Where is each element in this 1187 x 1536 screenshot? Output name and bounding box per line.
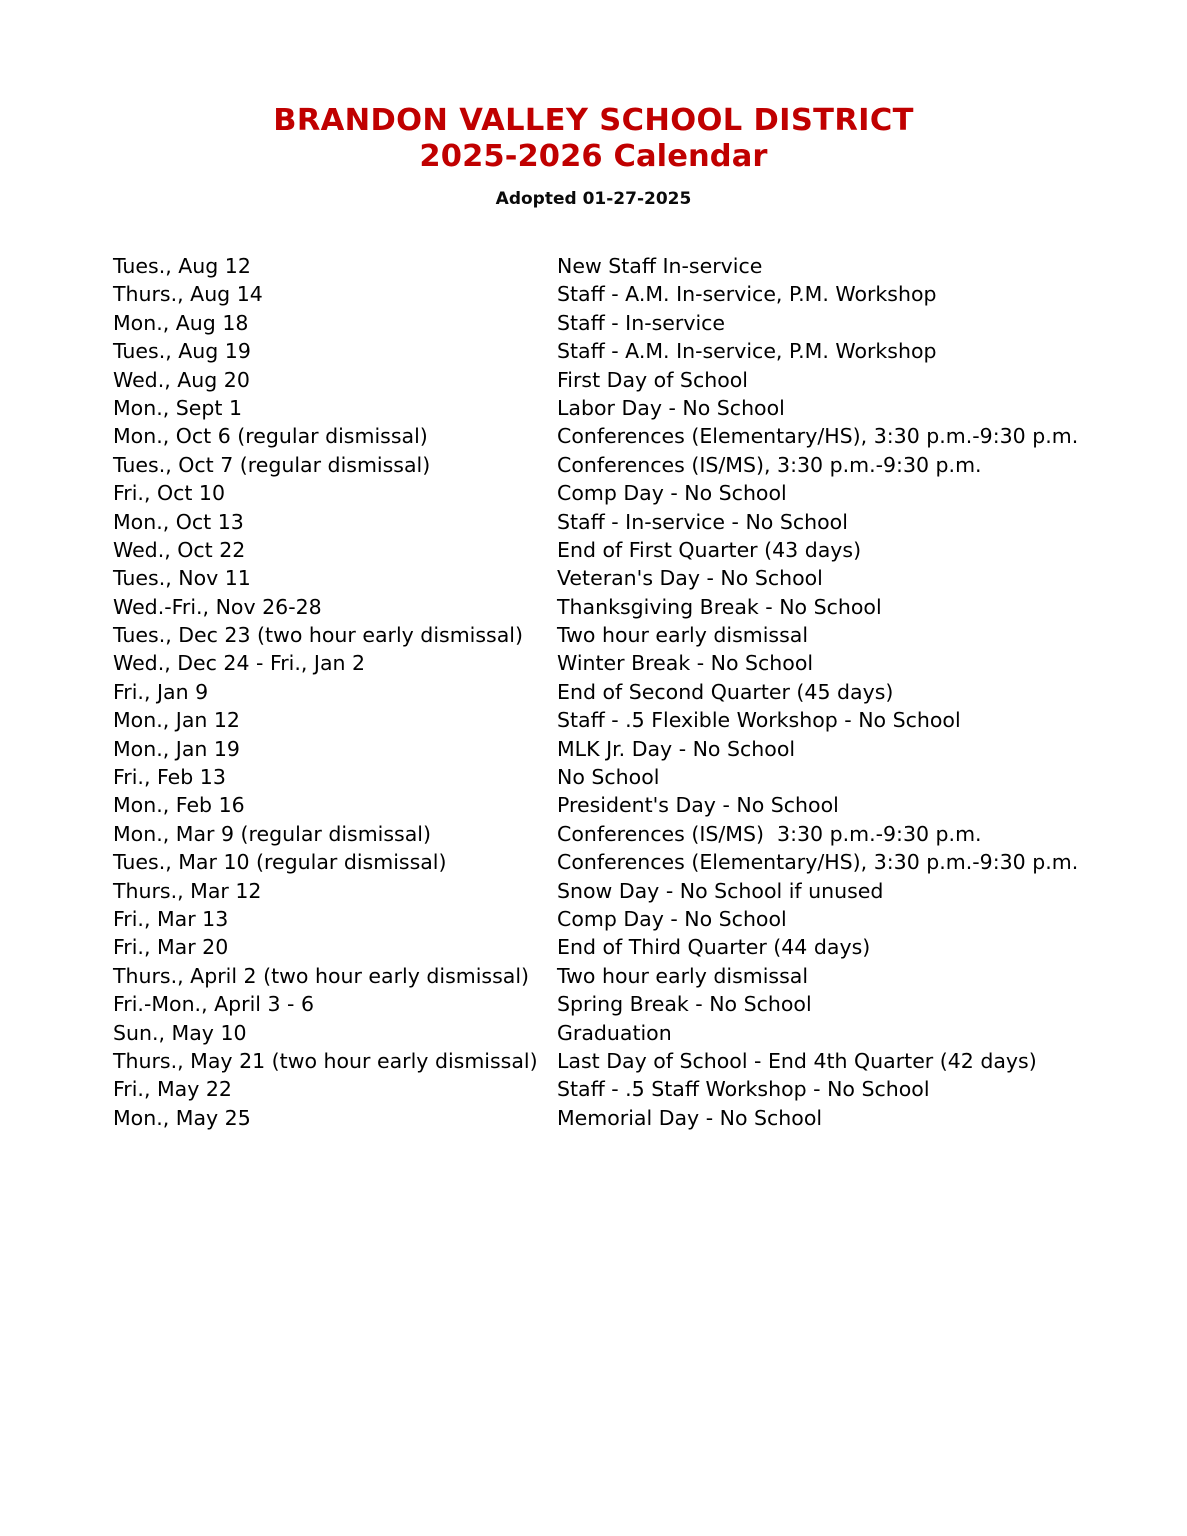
calendar-row-date: Mon., May 25 <box>113 1105 251 1130</box>
calendar-row-date: Fri., Jan 9 <box>113 679 209 704</box>
calendar-row-date: Mon., Aug 18 <box>113 310 249 335</box>
calendar-row-date: Mon., Sept 1 <box>113 395 243 420</box>
calendar-row-event: No School <box>557 765 660 790</box>
calendar-row-date: Mon., Jan 19 <box>113 736 240 761</box>
calendar-row <box>113 337 1147 365</box>
calendar-row <box>113 877 1147 905</box>
calendar-row-date: Wed., Oct 22 <box>113 537 246 562</box>
calendar-row-date: Tues., Oct 7 (regular dismissal) <box>113 452 431 477</box>
calendar-row-event: Last Day of School - End 4th Quarter (42 days) <box>557 1048 1037 1073</box>
adopted-date-subtitle: Adopted 01-27-2025 <box>495 189 692 209</box>
calendar-row-date: Mon., Oct 13 <box>113 509 244 534</box>
calendar-row-event: Staff - .5 Staff Workshop - No School <box>557 1077 930 1102</box>
document-title-line-1: BRANDON VALLEY SCHOOL DISTRICT <box>273 103 914 138</box>
calendar-row-date: Tues., Dec 23 (two hour early dismissal) <box>113 623 523 648</box>
calendar-row <box>113 422 1147 450</box>
calendar-row-date: Wed.-Fri., Nov 26-28 <box>113 594 322 619</box>
calendar-row <box>113 1075 1147 1103</box>
calendar-row-event: Staff - In-service - No School <box>557 509 848 534</box>
calendar-row <box>113 621 1147 649</box>
calendar-row <box>113 962 1147 990</box>
calendar-row <box>113 508 1147 536</box>
calendar-row-event: New Staff In-service <box>557 254 763 278</box>
calendar-row <box>113 536 1147 564</box>
calendar-row <box>113 309 1147 337</box>
calendar-row-date: Mon., Oct 6 (regular dismissal) <box>113 424 428 449</box>
calendar-row-date: Mon., Jan 12 <box>113 708 240 733</box>
calendar-entry-list <box>113 252 1147 1132</box>
calendar-row-event: Thanksgiving Break - No School <box>557 594 882 619</box>
calendar-row-event: End of Second Quarter (45 days) <box>557 679 894 704</box>
calendar-row <box>113 905 1147 933</box>
calendar-row-event: Staff - A.M. In-service, P.M. Workshop <box>557 282 937 307</box>
calendar-row-event: Comp Day - No School <box>557 481 787 506</box>
calendar-row-event: Winter Break - No School <box>557 651 814 676</box>
calendar-row <box>113 848 1147 876</box>
calendar-row-date: Tues., Aug 12 <box>113 254 251 278</box>
calendar-row <box>113 1047 1147 1075</box>
document-title-line-2: 2025-2026 Calendar <box>419 139 768 174</box>
calendar-row-date: Tues., Mar 10 (regular dismissal) <box>113 850 447 875</box>
calendar-row-date: Fri., Oct 10 <box>113 481 226 506</box>
calendar-row-event: End of First Quarter (43 days) <box>557 537 862 562</box>
calendar-row-event: Staff - In-service <box>557 310 726 335</box>
calendar-row-event: First Day of School <box>557 367 748 392</box>
calendar-row-event: Conferences (Elementary/HS), 3:30 p.m.-9:30 p.m. <box>557 850 1079 875</box>
calendar-row-event: Two hour early dismissal <box>557 623 809 648</box>
calendar-row-event: Veteran's Day - No School <box>557 566 823 591</box>
calendar-row-event: Conferences (IS/MS) 3:30 p.m.-9:30 p.m. <box>557 821 982 846</box>
calendar-row-event: Comp Day - No School <box>557 906 787 931</box>
calendar-row-date: Wed., Dec 24 - Fri., Jan 2 <box>113 651 366 676</box>
calendar-row <box>113 280 1147 308</box>
calendar-row-date: Thurs., May 21 (two hour early dismissal) <box>113 1048 538 1073</box>
calendar-row-date: Tues., Aug 19 <box>113 339 251 364</box>
calendar-row-event: Staff - A.M. In-service, P.M. Workshop <box>557 339 937 364</box>
document-header <box>0 0 1187 210</box>
calendar-row-date: Thurs., Aug 14 <box>113 282 263 307</box>
calendar-row <box>113 763 1147 791</box>
calendar-row <box>113 933 1147 961</box>
calendar-row <box>113 593 1147 621</box>
calendar-row <box>113 1019 1147 1047</box>
calendar-row <box>113 735 1147 763</box>
calendar-row-event: Conferences (Elementary/HS), 3:30 p.m.-9:30 p.m. <box>557 424 1079 449</box>
calendar-row-date: Fri.-Mon., April 3 - 6 <box>113 992 314 1017</box>
calendar-row <box>113 1104 1147 1132</box>
calendar-row <box>113 479 1147 507</box>
calendar-row <box>113 366 1147 394</box>
calendar-row-event: Conferences (IS/MS), 3:30 p.m.-9:30 p.m. <box>557 452 982 477</box>
calendar-row <box>113 820 1147 848</box>
calendar-row-date: Thurs., April 2 (two hour early dismissal) <box>113 963 530 988</box>
calendar-row-date: Sun., May 10 <box>113 1020 247 1045</box>
calendar-row-event: Staff - .5 Flexible Workshop - No School <box>557 708 961 733</box>
calendar-row-event: Spring Break - No School <box>557 992 812 1017</box>
calendar-row-event: Snow Day - No School if unused <box>557 878 884 903</box>
calendar-row-date: Fri., Mar 20 <box>113 935 229 960</box>
calendar-row-date: Thurs., Mar 12 <box>113 878 262 903</box>
calendar-row-date: Fri., Feb 13 <box>113 765 226 790</box>
calendar-row-event: Graduation <box>557 1020 672 1045</box>
calendar-row-event: Memorial Day - No School <box>557 1105 823 1130</box>
calendar-row <box>113 706 1147 734</box>
calendar-row-date: Fri., Mar 13 <box>113 906 229 931</box>
calendar-row <box>113 791 1147 819</box>
calendar-row <box>113 649 1147 677</box>
calendar-row-event: MLK Jr. Day - No School <box>557 736 796 761</box>
calendar-row-date: Tues., Nov 11 <box>113 566 251 591</box>
calendar-row <box>113 678 1147 706</box>
calendar-row-event: President's Day - No School <box>557 793 839 818</box>
calendar-row-date: Fri., May 22 <box>113 1077 232 1102</box>
calendar-row-event: End of Third Quarter (44 days) <box>557 935 871 960</box>
calendar-row <box>113 394 1147 422</box>
calendar-row-event: Two hour early dismissal <box>557 963 809 988</box>
calendar-row-event: Labor Day - No School <box>557 395 785 420</box>
calendar-row <box>113 564 1147 592</box>
calendar-row <box>113 252 1147 280</box>
calendar-row-date: Mon., Feb 16 <box>113 793 245 818</box>
calendar-row <box>113 990 1147 1018</box>
calendar-row-date: Wed., Aug 20 <box>113 367 250 392</box>
calendar-row-date: Mon., Mar 9 (regular dismissal) <box>113 821 431 846</box>
calendar-row <box>113 451 1147 479</box>
